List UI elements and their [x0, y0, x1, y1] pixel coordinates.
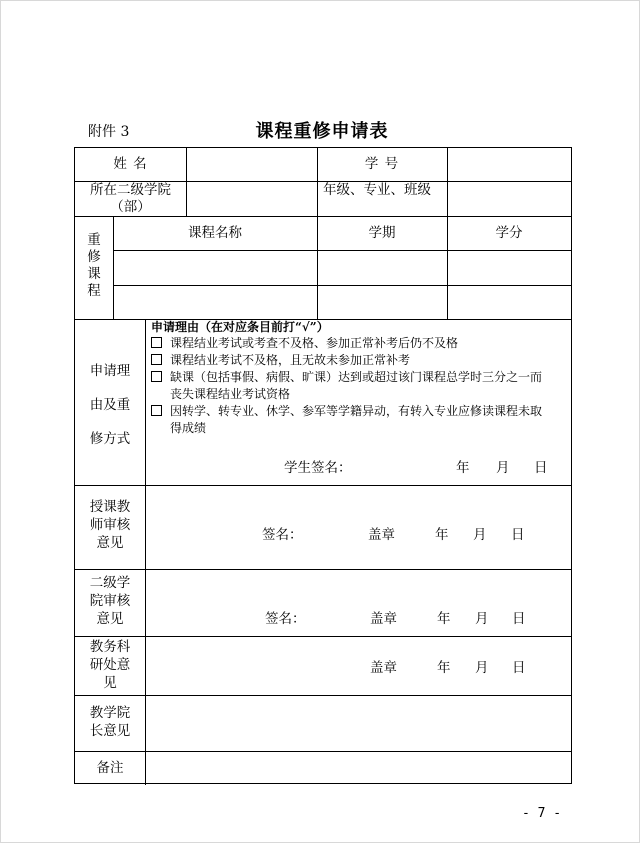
retake-char: 课	[87, 266, 101, 282]
college-review-label	[75, 574, 145, 628]
reason-text: 因转学、转专业、休学、参军等学籍异动，有转入专业应修读课程未取	[170, 404, 543, 418]
form-title-text: 课程重修申请表	[255, 121, 389, 142]
checkbox[interactable]	[151, 337, 162, 348]
label-line: 意见	[96, 611, 124, 627]
reason-text: 课程结业考试不及格，且无故未参加正常补考	[170, 353, 411, 367]
label-line: 长意见	[89, 723, 131, 739]
label-line: 教学院	[89, 705, 131, 721]
row-line	[113, 250, 571, 251]
retake-char: 修	[87, 249, 101, 265]
label-line: 教务科	[89, 639, 131, 655]
year-label: 年	[437, 660, 451, 676]
remark-label: 备注	[96, 760, 124, 776]
label-line: 意见	[96, 535, 124, 551]
form-title	[0, 117, 640, 143]
reason-title: 申请理由（在对应条目前打“√”）	[151, 320, 329, 334]
teacher-sign-label: 签名：	[262, 527, 303, 543]
month-label: 月	[473, 527, 487, 543]
day-label: 日	[512, 611, 526, 627]
month-label: 月	[496, 460, 510, 476]
name-field[interactable]	[187, 149, 316, 180]
college-label-sub: （部）	[110, 199, 151, 215]
day-label: 日	[511, 527, 525, 543]
reason-text-cont: 丧失课程结业考试资格	[170, 387, 291, 401]
reason-label-line: 修方式	[89, 431, 131, 447]
college-sign-label: 签名：	[265, 611, 306, 627]
remark-field[interactable]	[146, 752, 570, 783]
label-line: 研处意	[89, 657, 131, 673]
teacher-seal-label: 盖章	[368, 527, 395, 543]
grade-major-class-label: 年级、专业、班级	[323, 182, 431, 198]
label-line: 授课教	[89, 499, 131, 515]
row-line	[75, 485, 571, 486]
row-line	[75, 569, 571, 570]
month-label: 月	[475, 660, 489, 676]
attachment-label: 附件 3	[88, 124, 130, 140]
reason-label-line: 由及重	[89, 397, 131, 413]
retake-char: 程	[87, 283, 101, 299]
checkbox[interactable]	[151, 371, 162, 382]
course-name-header: 课程名称	[188, 225, 242, 241]
year-label: 年	[435, 527, 449, 543]
reason-label-line: 申请理	[89, 363, 131, 379]
semester-header: 学期	[368, 225, 396, 241]
retake-char: 重	[87, 232, 101, 248]
academic-affairs-label	[75, 638, 145, 692]
grade-major-class-field[interactable]	[448, 182, 570, 215]
reason-text-cont: 得成绩	[170, 421, 207, 435]
college-field[interactable]	[187, 182, 316, 215]
reason-label	[75, 354, 145, 456]
col-line	[145, 319, 146, 785]
row-line	[75, 216, 571, 217]
year-label: 年	[456, 460, 470, 476]
college-label: 所在二级学院	[90, 182, 171, 198]
row-line	[75, 636, 571, 637]
teacher-review-label	[75, 498, 145, 552]
student-sign-label: 学生签名：	[284, 460, 352, 476]
college-seal-label: 盖章	[370, 611, 397, 627]
year-label: 年	[437, 611, 451, 627]
row-line	[113, 285, 571, 286]
student-id-label: 学 号	[364, 156, 400, 172]
label-line: 师审核	[89, 517, 131, 533]
student-id-field[interactable]	[448, 149, 570, 180]
checkbox[interactable]	[151, 405, 162, 416]
dean-opinion-label	[75, 704, 145, 740]
label-line: 见	[103, 675, 117, 691]
reason-text: 课程结业考试或考查不及格、参加正常补考后仍不及格	[170, 336, 459, 350]
label-line: 院审核	[89, 593, 131, 609]
day-label: 日	[512, 660, 526, 676]
reason-option[interactable]	[151, 402, 542, 420]
application-form	[74, 147, 572, 784]
row-line	[75, 695, 571, 696]
retake-courses-label	[75, 232, 113, 300]
reason-option[interactable]	[151, 351, 410, 369]
reason-option[interactable]	[151, 368, 542, 386]
name-label: 姓 名	[113, 156, 148, 172]
page-number: - 7 -	[522, 806, 562, 821]
day-label: 日	[534, 460, 548, 476]
checkbox[interactable]	[151, 354, 162, 365]
credit-header: 学分	[495, 225, 523, 241]
label-line: 二级学	[89, 575, 131, 591]
month-label: 月	[475, 611, 489, 627]
reason-option[interactable]	[151, 334, 458, 352]
reason-text: 缺课（包括事假、病假、旷课）达到或超过该门课程总学时三分之一而	[170, 370, 543, 384]
affairs-seal-label: 盖章	[370, 660, 397, 676]
